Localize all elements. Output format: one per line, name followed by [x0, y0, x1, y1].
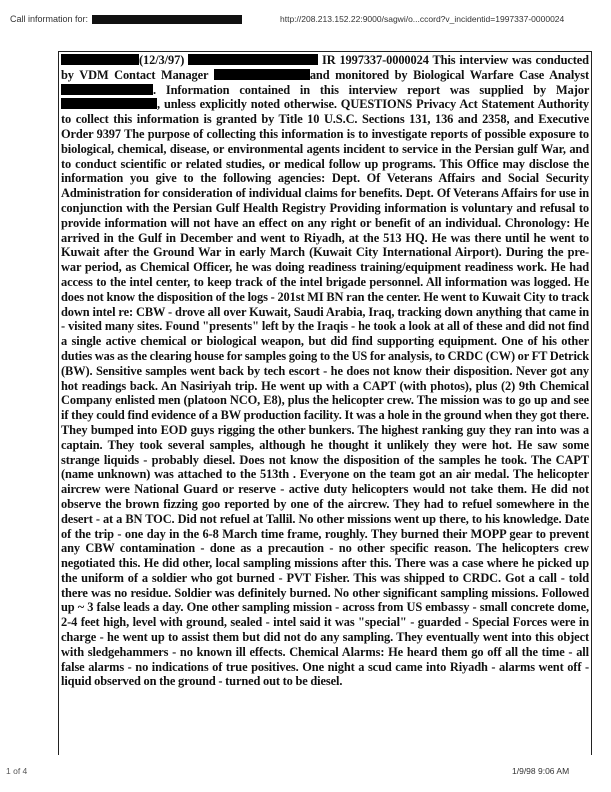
- report-date: (12/3/97): [139, 53, 185, 67]
- header-label: Call information for:: [10, 14, 89, 24]
- redaction-bar: [61, 98, 157, 109]
- header-call-info: [10, 14, 242, 24]
- redaction-bar: [214, 69, 310, 80]
- print-timestamp: 1/9/98 9:06 AM: [512, 766, 570, 776]
- redaction-bar: [61, 84, 153, 95]
- header-url: http://208.213.152.22:9000/sagwi/o...ccord?v_incidentid=1997337-0000024: [280, 14, 565, 24]
- report-segment-3: . Information contained in this interview report was supplied by Major: [153, 82, 589, 97]
- report-segment-2: and monitored by Biological Warfare Case Analyst: [309, 67, 590, 82]
- redaction-bar: [188, 54, 318, 65]
- interview-report-text: [61, 53, 589, 689]
- header-redaction: [92, 15, 242, 24]
- report-segment-4: , unless explicitly noted otherwise. QUESTIONS Privacy Act Statement Authority to collect this information is granted by Title 10 U.S.C. Sections 131, 136 and 2358, and Executive Order 9397 The purpose of collecting this information is to investigate reports of possible exposure to biological, chemical, disease, or environmental agents incident to service in the Persian gulf War, and to conduct scientific or related studies, or medical follow up programs. This Office may disclose the information you give to the following agencies: Dept. Of Veterans Affairs and Social Security Administration for consideration of individual claims for benefits. Dept. Of Veterans Affairs for use in conjunction with the Persian Gulf Health Registry Providing information is voluntary and refusal to provide information will not have an effect on any right or benefit of an individual. Chronology: He arrived in the Gulf in December and went to Riyadh, at the 513 HQ. He was there until he went to Kuwait after the Ground War in early March (Kuwait City International Airport). During the pre-war period, as Chemical Officer, he was doing readiness training/equipment readiness work. He had access to the intel center, to keep track of the intel brigade personnel. All information was logged. He does not know the disposition of the logs - 201st MI BN ran the center. He went to Kuwait City to track down intel re: CBW - drove all over Kuwait, Saudi Arabia, Iraq, tracking down anything that came in - visited many sites. Found "presents" left by the Iraqis - he took a look at all of these and did not find a single active chemical or biological weapon, but did find supporting equipment. One of his other duties was as the clearing house for samples going to the US for analysis, to CRDC (CW) or FT Detrick (BW). Sensitive samples went back by tech escort - he does not know their disposition. Never got any hot readings back. An Nasiriyah trip. He went up with a CAPT (with photos), plus (2) 9th Chemical Company enlisted men (platoon NCO, E8), plus the helicopter crew. The mission was to go up and see if they could find evidence of a BW production facility. It was a hole in the ground when they got there. They bumped into EOD guys rigging the other bunkers. The highest ranking guy they ran into was a captain. They took several samples, although he thought it unlikely they were hot. He saw some strange liquids - probably diesel. Does not know the disposition of the samples he took. The CAPT (name unknown) was attached to the 513th . Everyone on the team got an air medal. The helicopter aircrew were National Guard or reserve - active duty helicopters would not take them. He did not observe the brown fizzing goo reported by one of the aircrew. They had to refuel somewhere in the desert - at a BN TOC. Did not refuel at Tallil. No other missions went up there, to his knowledge. Date of the trip - one day in the 6-8 March time frame, roughly. They burned their MOPP gear to prevent any CBW contamination - done as a precaution - no other specific reason. The helicopters crew negotiated this. He did other, local sampling missions after this. There was a case where he picked up the uniform of a soldier who got burned - PVT Fisher. This was shipped to CRDC. Got a call - told there was no residue. Soldier was definitely burned. No other significant sampling missions. Followed up ~ 3 false leads a day. One other sampling mission - across from US embassy - small concrete dome, 2-4 feet high, level with ground, sealed - intel said it was "special" - guarded - Special Forces were in charge - he went up to assist them but did not do any sampling. They eventually went into this object with sledgehammers - no known ill effects. Chemical Alarms: He heard them go off all the time - all false alarms - no indications of true positives. One night a scud came into Riyadh - alarms went off - liquid observed on the ground - turned out to be diesel.: [61, 97, 589, 689]
- redaction-bar: [61, 54, 139, 65]
- report-segment-1: This interview was conducted by VDM Contact Manager: [61, 53, 589, 82]
- page-number: 1 of 4: [6, 766, 28, 776]
- ir-number: IR 1997337-0000024: [322, 53, 429, 67]
